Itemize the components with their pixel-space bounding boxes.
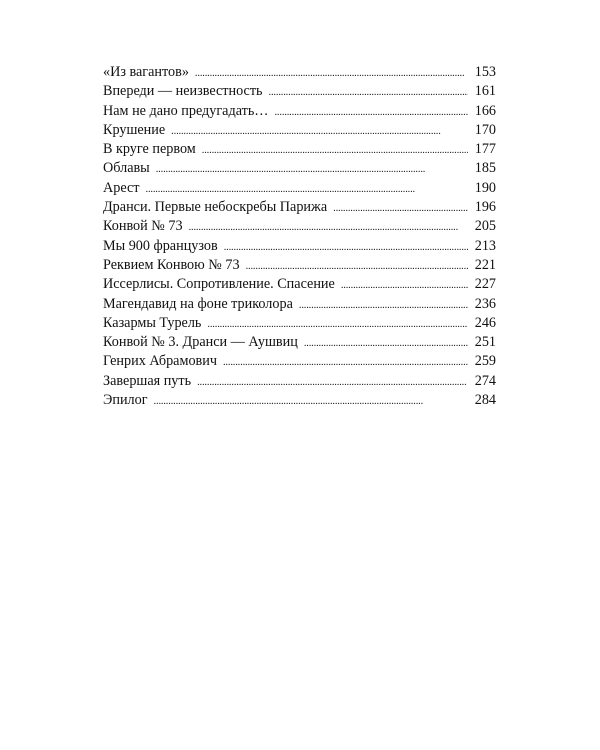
dot-leader [333, 199, 468, 218]
toc-entry-title: Конвой № 3. Дранси — Аушвиц [103, 334, 298, 351]
toc-entry-title: Нам не дано предугадать… [103, 102, 269, 119]
toc-entry-page: 185 [474, 160, 496, 177]
toc-entry-title: Впереди — неизвестность [103, 83, 263, 100]
toc-entry[interactable] [103, 121, 496, 140]
dot-leader [146, 180, 469, 199]
toc-entry[interactable] [103, 372, 496, 391]
toc-entry-page: 221 [474, 256, 496, 273]
dot-leader [202, 141, 468, 160]
toc-entry-title: Магендавид на фоне триколора [103, 295, 293, 312]
toc-entry-page: 205 [474, 218, 496, 235]
dot-leader [304, 334, 468, 353]
toc-entry-page: 259 [474, 353, 496, 370]
dot-leader [246, 257, 468, 276]
toc-entry[interactable] [103, 102, 496, 121]
toc-entry-title: Дранси. Первые небоскребы Парижа [103, 199, 328, 216]
toc-entry[interactable] [103, 391, 496, 410]
toc-entry[interactable] [103, 314, 496, 333]
toc-entry-page: 161 [474, 83, 496, 100]
dot-leader [197, 373, 468, 392]
toc-entry-page: 284 [474, 392, 496, 409]
dot-leader [189, 218, 468, 237]
toc-entry-title: Арест [103, 179, 140, 196]
toc-entry[interactable] [103, 217, 496, 236]
toc-entry-page: 227 [474, 276, 496, 293]
dot-leader [341, 276, 468, 295]
toc-entry-page: 274 [474, 372, 496, 389]
toc-entry[interactable] [103, 275, 496, 294]
toc-entry-page: 236 [474, 295, 496, 312]
dot-leader [269, 83, 468, 102]
toc-entry-page: 170 [474, 121, 496, 138]
toc-entry-page: 196 [474, 199, 496, 216]
toc-entry[interactable] [103, 352, 496, 371]
dot-leader [156, 160, 468, 179]
toc-entry[interactable] [103, 140, 496, 159]
toc-entry-title: Конвой № 73 [103, 218, 183, 235]
toc-entry-title: В круге первом [103, 141, 196, 158]
dot-leader [299, 296, 468, 315]
toc-entry-title: Крушение [103, 121, 166, 138]
dot-leader [223, 353, 468, 372]
toc-entry-page: 251 [474, 334, 496, 351]
dot-leader [224, 238, 468, 257]
toc-entry-title: «Из вагантов» [103, 64, 189, 80]
table-of-contents [103, 63, 496, 410]
dot-leader [274, 103, 468, 122]
toc-entry[interactable] [103, 333, 496, 352]
dot-leader [195, 64, 468, 83]
toc-entry-page: 213 [474, 237, 496, 254]
toc-entry[interactable] [103, 256, 496, 275]
toc-entry-title: Иссерлисы. Сопротивление. Спасение [103, 276, 335, 293]
toc-entry-page: 246 [474, 314, 496, 331]
toc-entry-page: 177 [474, 141, 496, 158]
toc-entry[interactable] [103, 295, 496, 314]
dot-leader [154, 392, 468, 411]
toc-entry-title: Эпилог [103, 392, 148, 409]
toc-entry[interactable] [103, 159, 496, 178]
toc-entry-title: Облавы [103, 160, 150, 177]
toc-entry-page: 190 [474, 179, 496, 196]
toc-entry-page: 166 [474, 102, 496, 119]
dot-leader [207, 315, 468, 334]
toc-entry-title: Мы 900 французов [103, 237, 218, 254]
toc-entry[interactable] [103, 63, 496, 82]
toc-entry[interactable] [103, 82, 496, 101]
toc-entry-title: Завершая путь [103, 372, 192, 389]
toc-entry[interactable] [103, 237, 496, 256]
dot-leader [171, 122, 468, 141]
toc-entry-title: Казармы Турель [103, 314, 202, 331]
toc-entry[interactable] [103, 198, 496, 217]
toc-entry[interactable] [103, 179, 496, 198]
toc-entry-title: Реквием Конвою № 73 [103, 256, 240, 273]
toc-entry-page: 153 [474, 64, 496, 80]
toc-entry-title: Генрих Абрамович [103, 353, 217, 370]
